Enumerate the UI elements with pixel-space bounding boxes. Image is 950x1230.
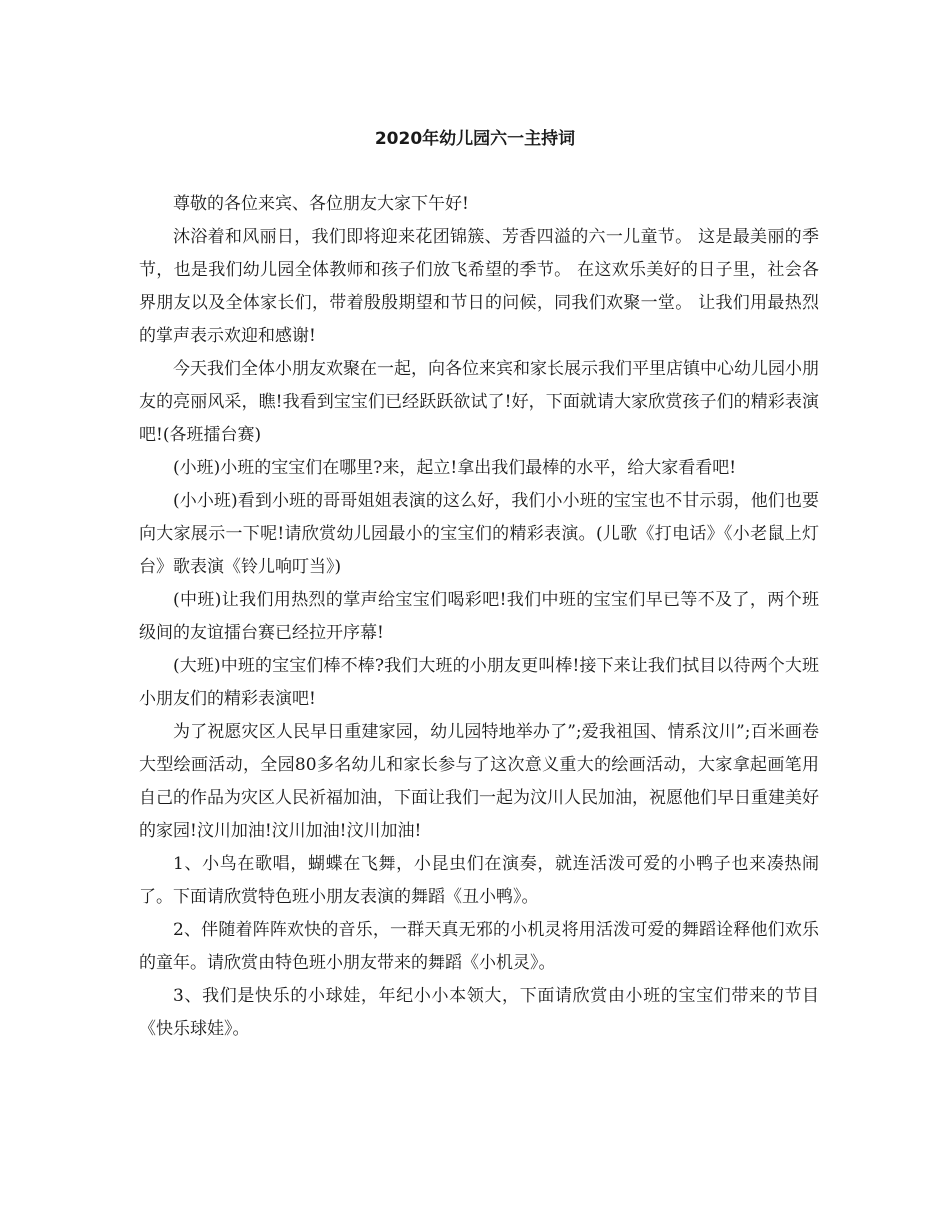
paragraph-big-class: (大班)中班的宝宝们棒不棒?我们大班的小朋友更叫棒!接下来让我们拭目以待两个大班小朋友们的精彩表演吧! <box>139 656 819 709</box>
paragraph-smallest-class: (小小班)看到小班的哥哥姐姐表演的这么好，我们小小班的宝宝也不甘示弱，他们也要向大家展示一下呢!请欣赏幼儿园最小的宝宝们的精彩表演。(儿歌《打电话》《小老鼠上灯台》歌表演《铃儿响叮当》) <box>139 491 819 577</box>
paragraph-greeting: 尊敬的各位来宾、各位朋友大家下午好! <box>173 194 469 214</box>
paragraph-middle-class: (中班)让我们用热烈的掌声给宝宝们喝彩吧!我们中班的宝宝们早已等不及了，两个班级间的友谊擂台赛已经拉开序幕! <box>139 590 819 643</box>
paragraph-item-3: 3、我们是快乐的小球娃，年纪小小本领大，下面请欣赏由小班的宝宝们带来的节目《快乐球娃》。 <box>139 986 819 1039</box>
paragraph-item-2: 2、伴随着阵阵欢快的音乐，一群天真无邪的小机灵将用活泼可爱的舞蹈诠释他们欢乐的童年。请欣赏由特色班小朋友带来的舞蹈《小机灵》。 <box>139 920 819 973</box>
document-title: 2020年幼儿园六一主持词 <box>374 129 576 149</box>
paragraph-opening: 沐浴着和风丽日，我们即将迎来花团锦簇、芳香四溢的六一儿童节。 这是最美丽的季节，也是我们幼儿园全体教师和孩子们放飞希望的季节。 在这欢乐美好的日子里，社会各界朋友以及全体家长们，带着殷殷期望和节日的问候，同我们欢聚一堂。 让我们用最热烈的掌声表示欢迎和感谢! <box>139 227 819 346</box>
document-body <box>139 188 819 1046</box>
paragraph-item-1: 1、小鸟在歌唱，蝴蝶在飞舞，小昆虫们在演奏，就连活泼可爱的小鸭子也来凑热闹了。下面请欣赏特色班小朋友表演的舞蹈《丑小鸭》。 <box>139 854 819 907</box>
paragraph-wenchuan: 为了祝愿灾区人民早日重建家园，幼儿园特地举办了”;爱我祖国、情系汶川”;百米画卷大型绘画活动，全园80多名幼儿和家长参与了这次意义重大的绘画活动，大家拿起画笔用自己的作品为灾区人民祈福加油，下面让我们一起为汶川人民加油，祝愿他们早日重建美好的家园!汶川加油!汶川加油!汶川加油! <box>139 722 819 841</box>
paragraph-introduction: 今天我们全体小朋友欢聚在一起，向各位来宾和家长展示我们平里店镇中心幼儿园小朋友的亮丽风采，瞧!我看到宝宝们已经跃跃欲试了!好，下面就请大家欣赏孩子们的精彩表演吧!(各班擂台赛) <box>139 359 819 445</box>
paragraph-small-class: (小班)小班的宝宝们在哪里?来，起立!拿出我们最棒的水平，给大家看看吧! <box>173 458 737 478</box>
